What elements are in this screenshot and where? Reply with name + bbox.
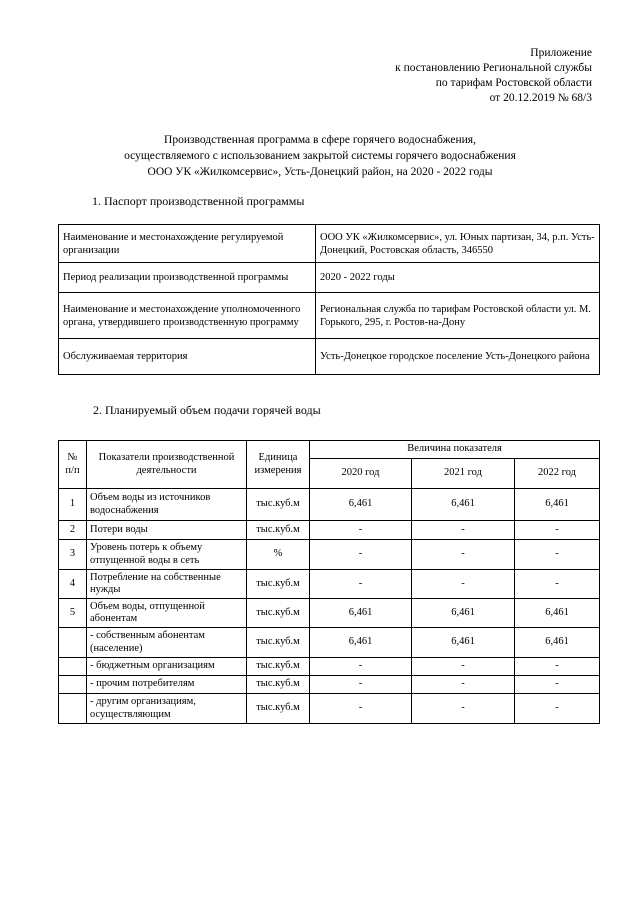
table-row — [59, 658, 600, 676]
row-name: - другим организациям, осуществляющим — [87, 694, 247, 724]
passport-label: Период реализации производственной программы — [59, 263, 316, 293]
table-header-row — [59, 441, 600, 459]
row-value-2021: - — [412, 694, 515, 724]
row-name: Потери воды — [87, 521, 247, 540]
row-value-2020: - — [310, 694, 412, 724]
table-row — [59, 521, 600, 540]
row-unit: % — [247, 540, 310, 570]
row-value-2022: - — [515, 521, 600, 540]
title-line: ООО УК «Жилкомсервис», Усть-Донецкий район, на 2020 - 2022 годы — [147, 166, 493, 178]
title-line: Производственная программа в сфере горячего водоснабжения, — [164, 134, 476, 146]
passport-value: 2020 - 2022 годы — [316, 263, 600, 293]
table-row — [59, 628, 600, 658]
passport-label: Наименование и местонахождение уполномоченного органа, утвердившего производственную программу — [59, 293, 316, 339]
appendix-line: к постановлению Региональной службы — [395, 62, 592, 74]
row-value-2020: 6,461 — [310, 628, 412, 658]
passport-value: Усть-Донецкое городское поселение Усть-Донецкого района — [316, 339, 600, 375]
row-name: Уровень потерь к объему отпущенной воды в сеть — [87, 540, 247, 570]
row-unit: тыс.куб.м — [247, 489, 310, 521]
row-unit: тыс.куб.м — [247, 599, 310, 628]
table-row — [59, 225, 600, 263]
row-num: 5 — [59, 599, 87, 628]
appendix-line: по тарифам Ростовской области — [435, 77, 592, 89]
passport-value: Региональная служба по тарифам Ростовской области ул. М. Горького, 295, г. Ростов-на-Дону — [316, 293, 600, 339]
table-row — [59, 540, 600, 570]
header-indicator: Показатели производственной деятельности — [87, 441, 247, 489]
row-value-2021: 6,461 — [412, 628, 515, 658]
section-2-heading: 2. Планируемый объем подачи горячей воды — [93, 403, 321, 417]
appendix-line: Приложение — [530, 47, 592, 59]
row-value-2020: - — [310, 676, 412, 694]
passport-label: Наименование и местонахождение регулируемой организации — [59, 225, 316, 263]
row-value-2021: - — [412, 658, 515, 676]
row-unit: тыс.куб.м — [247, 570, 310, 599]
row-unit: тыс.куб.м — [247, 694, 310, 724]
table-row — [59, 339, 600, 375]
row-value-2022: - — [515, 570, 600, 599]
row-unit: тыс.куб.м — [247, 521, 310, 540]
passport-value: ООО УК «Жилкомсервис», ул. Юных партизан, 34, р.п. Усть-Донецкий, Ростовская область, 346550 — [316, 225, 600, 263]
header-value-group: Величина показателя — [310, 441, 600, 459]
row-num — [59, 694, 87, 724]
row-num: 3 — [59, 540, 87, 570]
row-value-2021: - — [412, 540, 515, 570]
row-unit: тыс.куб.м — [247, 676, 310, 694]
row-value-2022: 6,461 — [515, 489, 600, 521]
row-value-2021: - — [412, 521, 515, 540]
row-num — [59, 658, 87, 676]
row-num — [59, 628, 87, 658]
header-year-2020: 2020 год — [310, 459, 412, 489]
table-row — [59, 489, 600, 521]
row-value-2020: 6,461 — [310, 489, 412, 521]
document-title — [0, 132, 640, 180]
row-value-2022: - — [515, 694, 600, 724]
row-value-2021: - — [412, 676, 515, 694]
row-value-2021: 6,461 — [412, 489, 515, 521]
row-name: Потребление на собственные нужды — [87, 570, 247, 599]
row-value-2022: 6,461 — [515, 628, 600, 658]
row-name: Объем воды, отпущенной абонентам — [87, 599, 247, 628]
row-value-2020: - — [310, 570, 412, 599]
volume-table — [58, 440, 600, 724]
section-1-heading: 1. Паспорт производственной программы — [92, 194, 305, 208]
table-row — [59, 263, 600, 293]
table-row — [59, 676, 600, 694]
appendix-line: от 20.12.2019 № 68/3 — [489, 92, 592, 104]
row-value-2020: 6,461 — [310, 599, 412, 628]
row-value-2020: - — [310, 540, 412, 570]
row-unit: тыс.куб.м — [247, 628, 310, 658]
row-value-2021: - — [412, 570, 515, 599]
row-num: 2 — [59, 521, 87, 540]
table-row — [59, 570, 600, 599]
table-row — [59, 293, 600, 339]
row-num — [59, 676, 87, 694]
header-num: № п/п — [59, 441, 87, 489]
table-row — [59, 694, 600, 724]
appendix-block — [395, 46, 592, 106]
header-year-2021: 2021 год — [412, 459, 515, 489]
header-unit: Единица измерения — [247, 441, 310, 489]
row-value-2021: 6,461 — [412, 599, 515, 628]
row-name: - собственным абонентам (население) — [87, 628, 247, 658]
row-name: - прочим потребителям — [87, 676, 247, 694]
row-value-2022: - — [515, 676, 600, 694]
title-line: осуществляемого с использованием закрытой системы горячего водоснабжения — [124, 150, 516, 162]
row-num: 1 — [59, 489, 87, 521]
row-value-2022: - — [515, 658, 600, 676]
row-value-2020: - — [310, 521, 412, 540]
row-value-2020: - — [310, 658, 412, 676]
row-value-2022: - — [515, 540, 600, 570]
row-num: 4 — [59, 570, 87, 599]
table-row — [59, 599, 600, 628]
header-year-2022: 2022 год — [515, 459, 600, 489]
passport-label: Обслуживаемая территория — [59, 339, 316, 375]
volume-table-body — [59, 489, 600, 724]
passport-table — [58, 224, 600, 375]
row-unit: тыс.куб.м — [247, 658, 310, 676]
row-value-2022: 6,461 — [515, 599, 600, 628]
row-name: - бюджетным организациям — [87, 658, 247, 676]
row-name: Объем воды из источников водоснабжения — [87, 489, 247, 521]
